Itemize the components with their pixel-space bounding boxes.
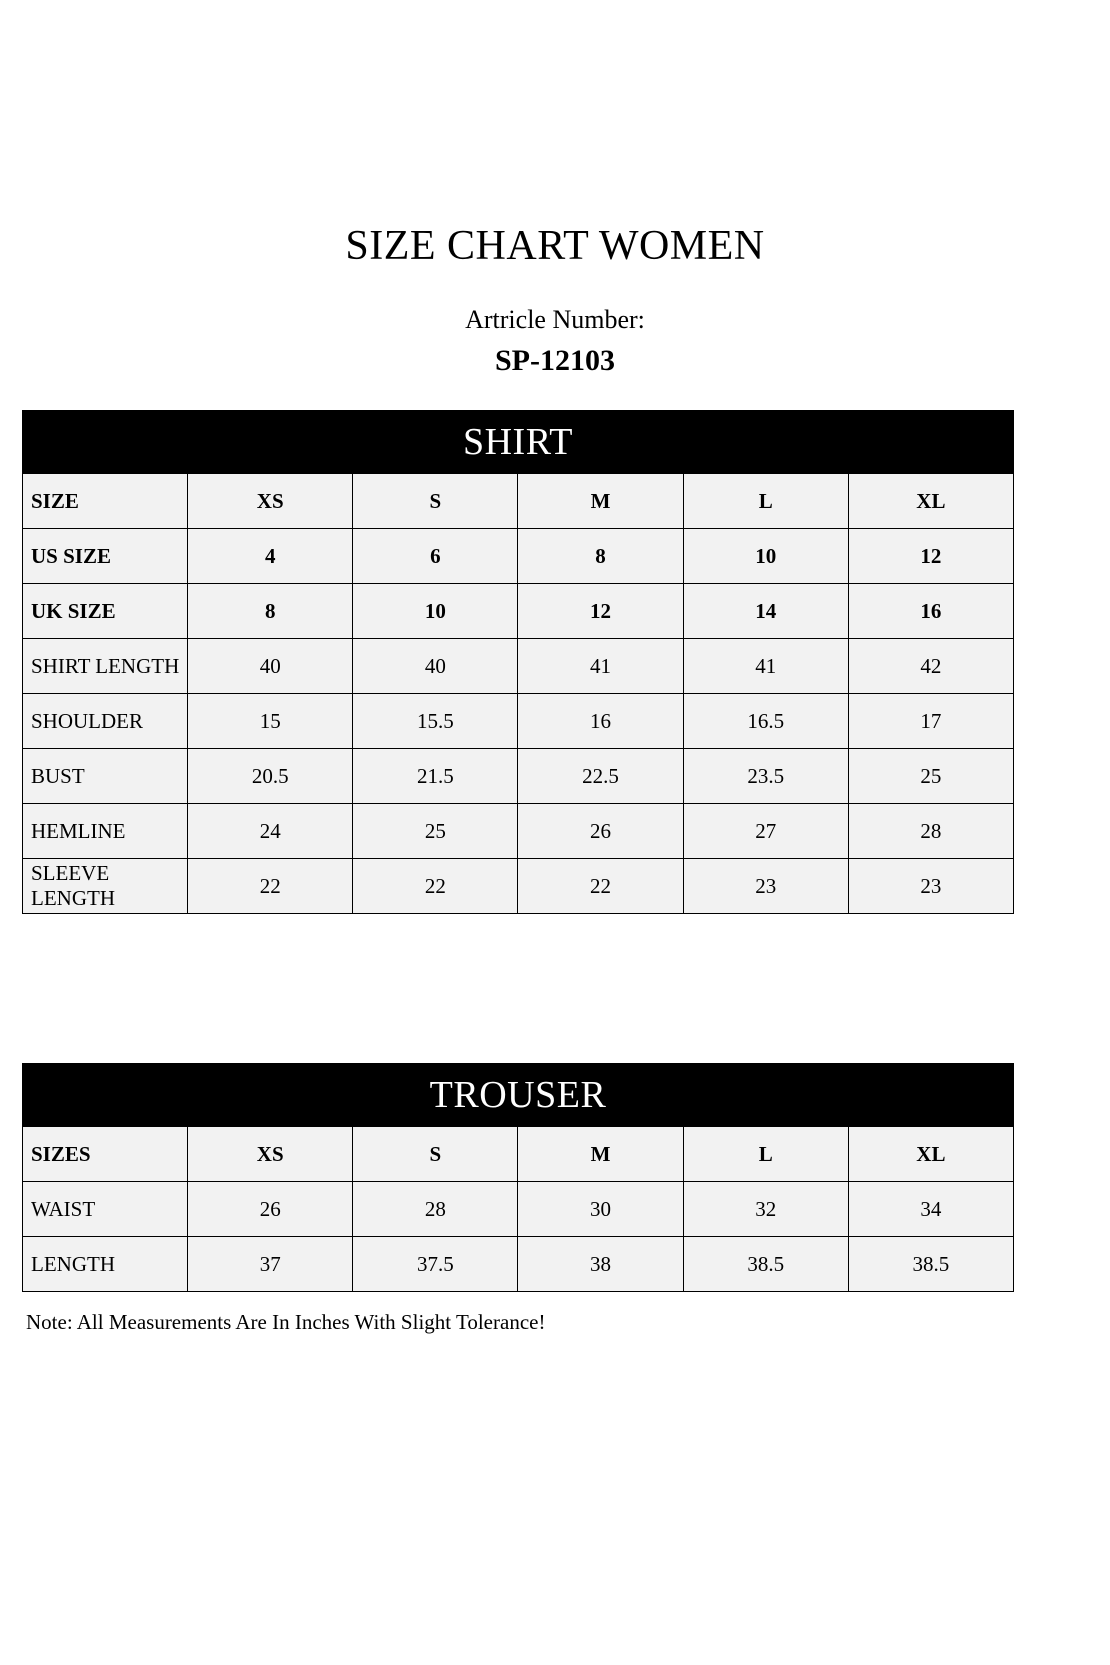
- row-value-m: 30: [518, 1182, 683, 1237]
- page-title: SIZE CHART WOMEN: [345, 223, 765, 269]
- shirt-header-xl: XL: [848, 474, 1013, 529]
- row-value-s: 21.5: [353, 749, 518, 804]
- row-value-m: 16: [518, 694, 683, 749]
- row-value-xl: 23: [848, 859, 1013, 914]
- row-value-xl: 38.5: [848, 1237, 1013, 1292]
- table-row: [23, 859, 1014, 914]
- row-value-s: 22: [353, 859, 518, 914]
- row-value-s: 6: [353, 529, 518, 584]
- row-value-l: 23: [683, 859, 848, 914]
- row-value-xl: 12: [848, 529, 1013, 584]
- trouser-size-table: [22, 1063, 1014, 1292]
- row-value-xs: 4: [188, 529, 353, 584]
- row-value-xs: 8: [188, 584, 353, 639]
- row-value-l: 10: [683, 529, 848, 584]
- row-value-s: 37.5: [353, 1237, 518, 1292]
- row-label: SHIRT LENGTH: [23, 639, 188, 694]
- table-row: [23, 804, 1014, 859]
- trouser-header-row: [23, 1127, 1014, 1182]
- row-label: SLEEVE LENGTH: [23, 859, 188, 914]
- trouser-header-m: M: [518, 1127, 683, 1182]
- row-label: LENGTH: [23, 1237, 188, 1292]
- row-value-m: 12: [518, 584, 683, 639]
- row-value-s: 40: [353, 639, 518, 694]
- row-value-m: 8: [518, 529, 683, 584]
- row-value-xl: 42: [848, 639, 1013, 694]
- row-label: SHOULDER: [23, 694, 188, 749]
- row-value-m: 22.5: [518, 749, 683, 804]
- row-value-s: 10: [353, 584, 518, 639]
- table-row: [23, 529, 1014, 584]
- row-value-s: 15.5: [353, 694, 518, 749]
- shirt-header-label: SIZE: [23, 474, 188, 529]
- trouser-header-xs: XS: [188, 1127, 353, 1182]
- row-value-xl: 16: [848, 584, 1013, 639]
- row-value-xs: 40: [188, 639, 353, 694]
- trouser-table-banner: [23, 1064, 1014, 1127]
- row-value-s: 25: [353, 804, 518, 859]
- table-row: [23, 584, 1014, 639]
- row-value-xs: 24: [188, 804, 353, 859]
- row-value-xl: 28: [848, 804, 1013, 859]
- measurement-note: Note: All Measurements Are In Inches With Slight Tolerance!: [26, 1310, 546, 1334]
- row-label: HEMLINE: [23, 804, 188, 859]
- table-row: [23, 1237, 1014, 1292]
- shirt-header-row: [23, 474, 1014, 529]
- shirt-banner-label: SHIRT: [23, 411, 1014, 474]
- row-value-l: 32: [683, 1182, 848, 1237]
- row-value-l: 27: [683, 804, 848, 859]
- row-value-xs: 37: [188, 1237, 353, 1292]
- row-label: WAIST: [23, 1182, 188, 1237]
- row-value-m: 26: [518, 804, 683, 859]
- row-value-xl: 17: [848, 694, 1013, 749]
- row-value-xs: 26: [188, 1182, 353, 1237]
- article-number-label: Artricle Number:: [465, 305, 645, 334]
- row-value-m: 41: [518, 639, 683, 694]
- trouser-banner-label: TROUSER: [23, 1064, 1014, 1127]
- shirt-header-m: M: [518, 474, 683, 529]
- trouser-header-xl: XL: [848, 1127, 1013, 1182]
- table-row: [23, 639, 1014, 694]
- row-value-m: 22: [518, 859, 683, 914]
- row-value-xl: 25: [848, 749, 1013, 804]
- table-row: [23, 749, 1014, 804]
- row-value-xs: 20.5: [188, 749, 353, 804]
- shirt-table-banner: [23, 411, 1014, 474]
- row-value-xs: 15: [188, 694, 353, 749]
- trouser-header-s: S: [353, 1127, 518, 1182]
- trouser-header-l: L: [683, 1127, 848, 1182]
- shirt-header-l: L: [683, 474, 848, 529]
- row-value-l: 38.5: [683, 1237, 848, 1292]
- table-row: [23, 1182, 1014, 1237]
- row-value-s: 28: [353, 1182, 518, 1237]
- shirt-size-table: [22, 410, 1014, 914]
- article-number-value: SP-12103: [495, 344, 615, 377]
- shirt-header-xs: XS: [188, 474, 353, 529]
- row-value-l: 23.5: [683, 749, 848, 804]
- row-label: BUST: [23, 749, 188, 804]
- row-label: UK SIZE: [23, 584, 188, 639]
- row-label: US SIZE: [23, 529, 188, 584]
- shirt-header-s: S: [353, 474, 518, 529]
- row-value-l: 14: [683, 584, 848, 639]
- trouser-header-label: SIZES: [23, 1127, 188, 1182]
- row-value-xs: 22: [188, 859, 353, 914]
- table-row: [23, 694, 1014, 749]
- row-value-l: 41: [683, 639, 848, 694]
- row-value-l: 16.5: [683, 694, 848, 749]
- row-value-xl: 34: [848, 1182, 1013, 1237]
- row-value-m: 38: [518, 1237, 683, 1292]
